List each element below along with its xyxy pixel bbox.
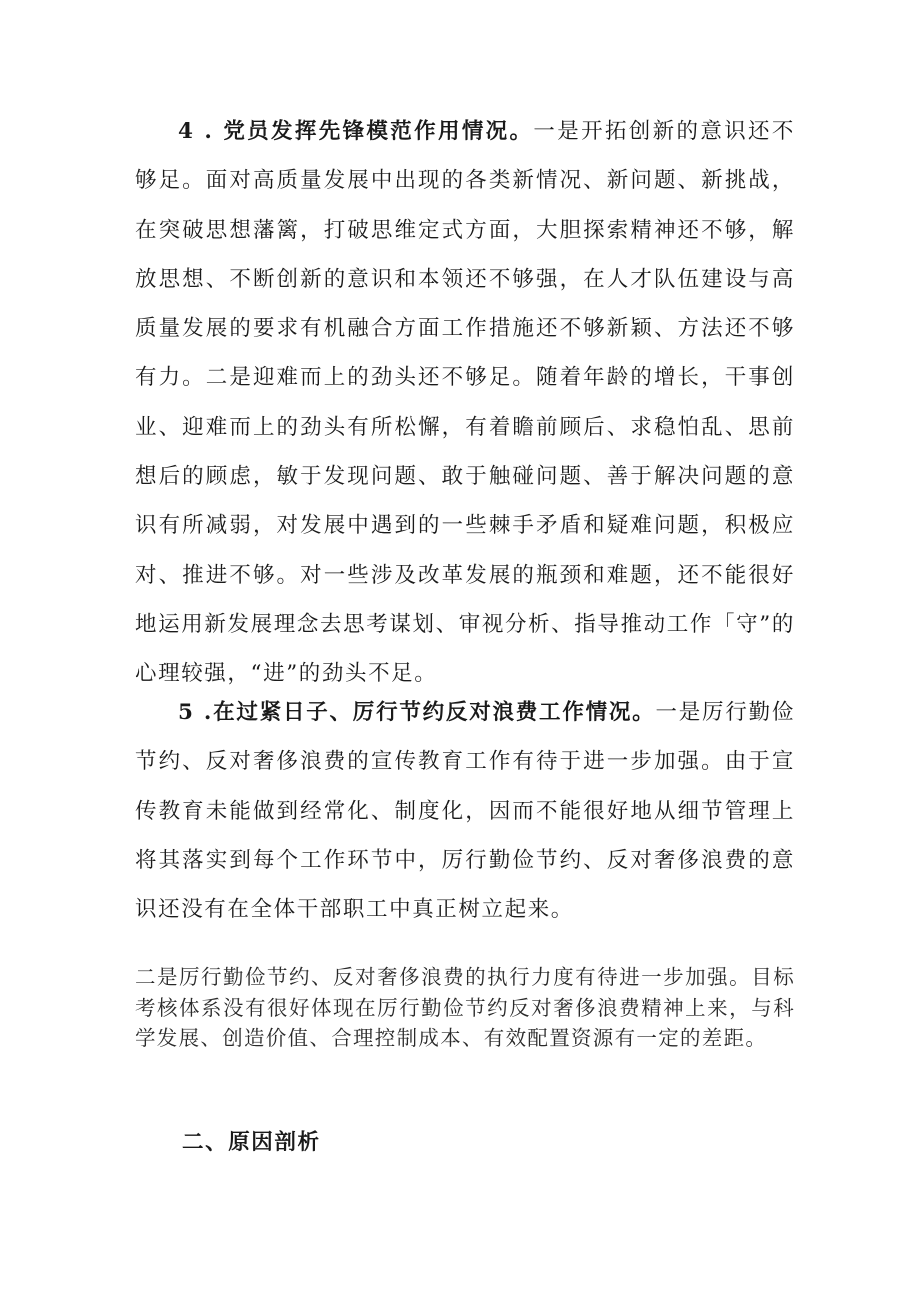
section-title-cause-analysis: 二、原因剖析	[182, 1130, 321, 1155]
paragraph-frugality-work	[135, 688, 795, 934]
paragraph-party-member-role	[135, 107, 795, 699]
paragraph-heading: 5 .在过紧日子、厉行节约反对浪费工作情况。	[178, 700, 656, 725]
paragraph-body: 二是厉行勤俭节约、反对奢侈浪费的执行力度有待进一步加强。目标考核体系没有很好体现在厉行勤俭节约反对奢侈浪费精神上来，与科学发展、创造价值、合理控制成本、有效配置资源有一定的差距。	[135, 965, 795, 1050]
paragraph-execution-strength	[135, 962, 795, 1054]
paragraph-body: 一是开拓创新的意识还不够足。面对高质量发展中出现的各类新情况、新问题、新挑战，在突破思想藩篱，打破思维定式方面，大胆探索精神还不够，解放思想、不断创新的意识和本领还不够强，在人才队伍建设与高质量发展的要求有机融合方面工作措施还不够新颖、方法还不够有力。二是迎难而上的劲头还不够足。随着年龄的增长，干事创业、迎难而上的劲头有所松懈，有着瞻前顾后、求稳怕乱、思前想后的顾虑，敏于发现问题、敢于触碰问题、善于解决问题的意识有所减弱，对发展中遇到的一些棘手矛盾和疑难问题，积极应对、推进不够。对一些涉及改革发展的瓶颈和难题，还不能很好地运用新发展理念去思考谋划、审视分析、指导推动工作「守”的心理较强，“进”的劲头不足。	[135, 119, 795, 687]
paragraph-body: 一是厉行勤俭节约、反对奢侈浪费的宣传教育工作有待于进一步加强。由于宣传教育未能做到经常化、制度化，因而不能很好地从细节管理上将其落实到每个工作环节中，厉行勤俭节约、反对奢侈浪费的意识还没有在全体干部职工中真正树立起来。	[135, 700, 795, 923]
paragraph-heading: 4 . 党员发挥先锋模范作用情况。	[178, 119, 534, 144]
